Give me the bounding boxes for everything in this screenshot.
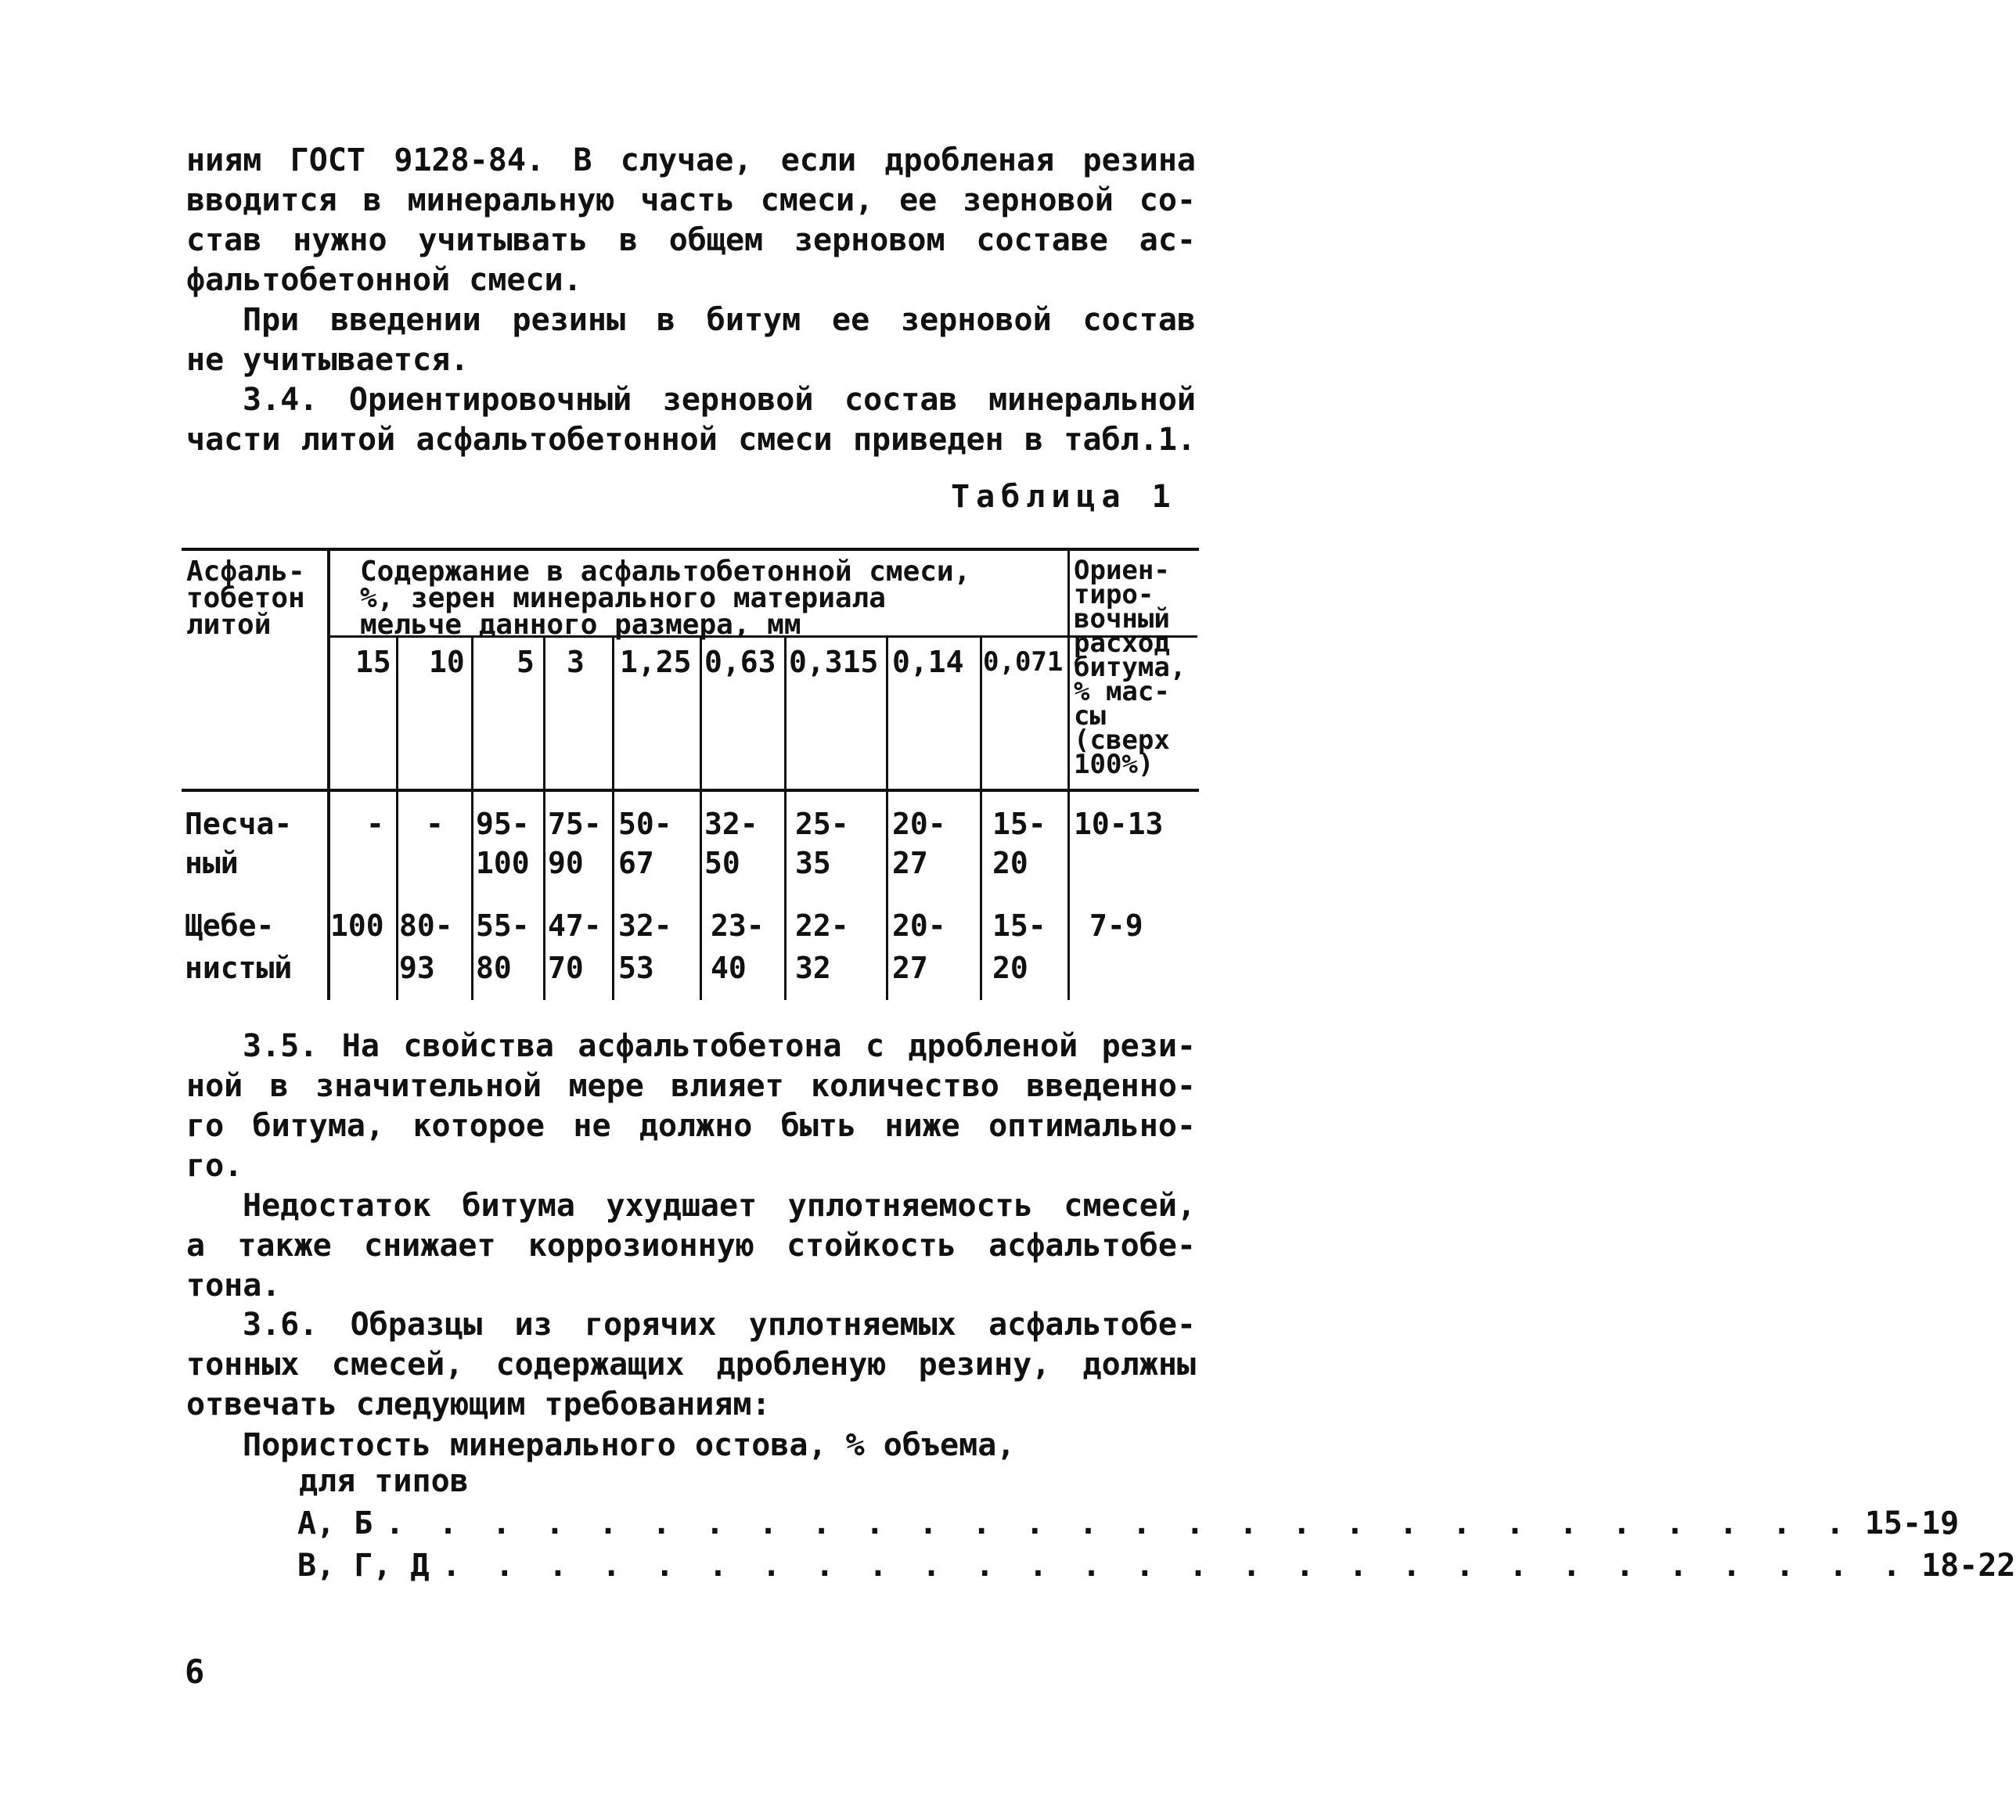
text-line: Пористость минерального остова, % объема,: [243, 1427, 1016, 1463]
size-header: 0,071: [983, 646, 1064, 678]
porosity-row-ab: [297, 1505, 1960, 1541]
header-line: (сверх: [1074, 725, 1170, 756]
text-line: став нужно учитывать в общем зерновом составе ас-: [186, 222, 1196, 258]
table-cell: [892, 905, 946, 989]
cell-line: 50-: [618, 807, 672, 841]
table-cell: -: [426, 807, 444, 841]
text-line: 3.5. На свойства асфальтобетона с дробленой рези-: [243, 1028, 1196, 1064]
header-line: Асфаль-: [186, 556, 305, 588]
porosity-type: В, Г, Д: [297, 1548, 430, 1584]
text-line: ной в значительной мере влияет количество введенно-: [186, 1068, 1196, 1104]
cell-line: 80: [476, 951, 512, 985]
text-line: отвечать следующим требованиям:: [186, 1387, 771, 1423]
header-line: сы: [1074, 700, 1106, 732]
col-divider: [886, 635, 888, 1000]
cell-line: 67: [618, 846, 654, 880]
size-header: 0,315: [789, 645, 879, 679]
size-header: 0,63: [704, 645, 776, 679]
dot-leader: . . . . . . . . . . . . . . . . . . . . . . . . . . . .: [441, 1548, 1910, 1584]
cell-line: 32-: [618, 908, 672, 943]
cell-line: 40: [711, 951, 747, 985]
col-divider: [1067, 548, 1070, 1000]
table-cell: [548, 804, 602, 883]
header-line: Ориен-: [1074, 555, 1170, 586]
cell-line: 95-: [476, 807, 530, 841]
row-label-line: Песча-: [185, 807, 293, 841]
col-divider: [612, 635, 614, 1000]
size-header: 10: [429, 645, 465, 679]
text-line: не учитывается.: [186, 342, 470, 378]
cell-line: 93: [399, 951, 435, 985]
header-line: расход: [1074, 628, 1170, 659]
size-header: 5: [517, 645, 535, 679]
cell-line: 15-: [992, 908, 1046, 943]
table-cell: -: [366, 807, 384, 841]
cell-line: 100: [476, 846, 530, 880]
text-line: тонных смесей, содержащих дробленую резину, должны: [186, 1347, 1196, 1383]
cell-line: 53: [618, 951, 654, 985]
cell-line: 20-: [892, 807, 946, 841]
cell-line: 20-: [892, 908, 946, 943]
table-cell: [992, 905, 1046, 989]
header-content-group: [360, 556, 971, 641]
page-number: 6: [185, 1653, 205, 1691]
table-cell-bitumen: 7-9: [1089, 908, 1143, 943]
size-header: 3: [567, 645, 585, 679]
header-line: % мас-: [1074, 676, 1170, 707]
col-divider: [471, 635, 473, 1000]
table-cell: [795, 905, 849, 989]
text-line: Недостаток битума ухудшает уплотняемость смесей,: [243, 1188, 1196, 1224]
table-cell: [892, 804, 946, 883]
table-cell: [618, 905, 672, 989]
text-line: 3.4. Ориентировочный зерновой состав минеральной: [243, 382, 1196, 418]
text-line: 3.6. Образцы из горячих уплотняемых асфальтобе-: [243, 1307, 1196, 1343]
text-line: При введении резины в битум ее зерновой состав: [243, 302, 1196, 338]
porosity-value: 15-19: [1864, 1505, 1960, 1541]
header-line: мельче данного размера, мм: [360, 609, 801, 641]
row-label-line: нистый: [185, 951, 293, 985]
cell-line: 15-: [992, 807, 1046, 841]
text-line: тона.: [186, 1268, 281, 1304]
size-header: 1,25: [620, 645, 692, 679]
header-line: 100%): [1074, 749, 1154, 780]
table-cell: [704, 804, 758, 883]
row-label-line: ный: [185, 846, 239, 880]
table-cell: [795, 804, 849, 883]
row-label-sandy: [185, 804, 292, 883]
text-line: го.: [186, 1148, 243, 1184]
text-line: вводится в минеральную часть смеси, ее зерновой со-: [186, 182, 1196, 218]
table-cell: [618, 804, 672, 883]
text-line: для типов: [299, 1463, 469, 1499]
paragraph-6: [186, 1305, 1196, 1425]
col-divider: [396, 635, 398, 1000]
paragraph-5: [186, 1186, 1196, 1306]
table-cell: [548, 905, 602, 989]
porosity-value: 18-22: [1921, 1548, 2016, 1584]
size-header: 15: [355, 645, 391, 679]
table-top-rule: [182, 548, 1199, 551]
col-divider: [784, 635, 787, 1000]
cell-line: 32: [795, 951, 831, 985]
table-cell: [476, 905, 530, 989]
text-line: го битума, которое не должно быть ниже оптимально-: [186, 1108, 1196, 1144]
cell-line: 75-: [548, 807, 602, 841]
header-bitumen-consumption: [1074, 555, 1186, 780]
col-divider: [700, 635, 702, 1000]
dot-leader: . . . . . . . . . . . . . . . . . . . . . . . . . . . .: [385, 1505, 1852, 1541]
cell-line: 22-: [795, 908, 849, 943]
header-mix-type: [186, 556, 305, 641]
grain-composition-table: [182, 548, 1199, 1002]
paragraph-2: [186, 300, 1196, 380]
paragraph-4: [186, 1027, 1196, 1186]
cell-line: 90: [548, 846, 584, 880]
porosity-heading: [243, 1426, 1182, 1497]
table-cell: [711, 905, 765, 989]
cell-line: 27: [892, 846, 928, 880]
header-line: битума,: [1074, 652, 1186, 683]
cell-line: 55-: [476, 908, 530, 943]
text-line: а также снижает коррозионную стойкость асфальтобе-: [186, 1228, 1196, 1264]
header-line: вочный: [1074, 603, 1170, 635]
header-line: %, зерен минерального материала: [360, 582, 886, 614]
table-cell: [992, 804, 1046, 883]
col-divider: [543, 635, 545, 1000]
cell-line: 23-: [711, 908, 765, 943]
paragraph-1: [186, 141, 1196, 300]
cell-line: 50: [704, 846, 740, 880]
cell-line: 27: [892, 951, 928, 985]
table-cell: 100: [330, 908, 384, 943]
row-label-line: Щебе-: [185, 908, 275, 943]
header-bottom-rule: [182, 789, 1199, 792]
text-line: части литой асфальтобетонной смеси приведен в табл.1.: [186, 422, 1196, 458]
header-line: тиро-: [1074, 579, 1154, 610]
cell-line: 70: [548, 951, 584, 985]
text-line: фальтобетонной смеси.: [186, 262, 582, 298]
row-label-gravelly: [185, 905, 292, 989]
col-divider: [980, 635, 982, 1000]
cell-line: 20: [992, 846, 1028, 880]
table-caption: Таблица 1: [951, 479, 1177, 515]
porosity-type: А, Б: [297, 1505, 373, 1541]
text-line: ниям ГОСТ 9128-84. В случае, если дробленая резина: [186, 142, 1196, 178]
header-line: тобетон: [186, 582, 305, 614]
table-cell: [476, 804, 530, 883]
header-line: Содержание в асфальтобетонной смеси,: [360, 556, 971, 588]
header-line: литой: [186, 609, 272, 641]
paragraph-3: [186, 380, 1196, 460]
porosity-row-vgd: [297, 1548, 2016, 1584]
cell-line: 32-: [704, 807, 758, 841]
cell-line: 47-: [548, 908, 602, 943]
cell-line: 80-: [399, 908, 453, 943]
table-cell: [399, 905, 453, 989]
size-header: 0,14: [892, 645, 964, 679]
cell-line: 25-: [795, 807, 849, 841]
table-cell-bitumen: 10-13: [1074, 807, 1164, 841]
cell-line: 20: [992, 951, 1028, 985]
cell-line: 35: [795, 846, 831, 880]
